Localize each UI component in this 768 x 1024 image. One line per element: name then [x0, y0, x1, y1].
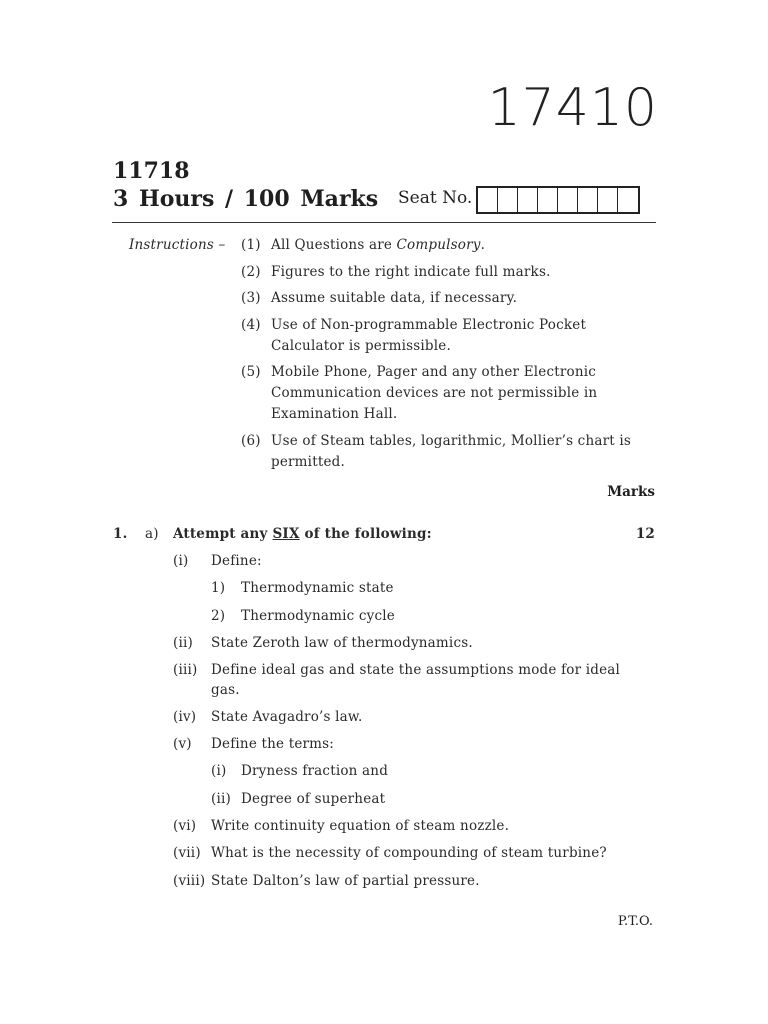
duration-marks: 3 Hours / 100 Marks: [113, 186, 379, 212]
subject-code: 11718: [113, 158, 190, 184]
sub-question-text: Define:: [211, 553, 262, 569]
part-title: [173, 526, 432, 542]
seat-digit-box[interactable]: [558, 188, 578, 212]
instruction-4-line-1: Use of Non-programmable Electronic Pocket: [271, 317, 587, 333]
seat-digit-box[interactable]: [518, 188, 538, 212]
instruction-5-line-2: Communication devices are not permissible in: [271, 385, 598, 401]
instruction-suffix: .: [480, 237, 486, 253]
sub-question-text: What is the necessity of compounding of steam turbine?: [211, 845, 607, 861]
seat-number-label: Seat No.: [398, 188, 473, 208]
sub-question-number: (v): [173, 736, 192, 752]
sub-question-text: State Dalton’s law of partial pressure.: [211, 873, 480, 889]
page-turn-over-note: P.T.O.: [617, 914, 653, 929]
instruction-6-line-1: Use of Steam tables, logarithmic, Mollier’s chart is: [271, 433, 632, 449]
paper-code: 17410: [487, 78, 658, 138]
sub-question-number: (vii): [173, 845, 201, 861]
instruction-number: (5): [241, 364, 261, 380]
sub-item-number: 1): [211, 580, 226, 596]
question-number: 1.: [113, 526, 128, 542]
sub-item-text: Thermodynamic state: [241, 580, 394, 596]
header-divider: [112, 222, 656, 223]
sub-question-text-cont: gas.: [211, 682, 240, 698]
sub-question-text: Write continuity equation of steam nozzle.: [211, 818, 510, 834]
part-label: a): [145, 526, 159, 542]
seat-digit-box[interactable]: [478, 188, 498, 212]
sub-question-text: State Zeroth law of thermodynamics.: [211, 635, 473, 651]
part-title-prefix: Attempt any: [173, 526, 268, 542]
seat-digit-box[interactable]: [578, 188, 598, 212]
sub-question-number: (vi): [173, 818, 197, 834]
sub-item-number: 2): [211, 608, 226, 624]
instruction-number: (2): [241, 264, 261, 280]
instruction-1: [271, 237, 485, 253]
sub-question-number: (viii): [173, 873, 206, 889]
marks-column-heading: Marks: [607, 484, 655, 500]
instruction-4-line-2: Calculator is permissible.: [271, 338, 451, 354]
sub-question-number: (ii): [173, 635, 193, 651]
sub-question-number: (i): [173, 553, 189, 569]
sub-question-number: (iv): [173, 709, 197, 725]
instruction-number: (3): [241, 290, 261, 306]
seat-digit-box[interactable]: [538, 188, 558, 212]
seat-digit-box[interactable]: [618, 188, 638, 212]
seat-number-boxes[interactable]: [476, 186, 640, 214]
sub-question-text: Define ideal gas and state the assumptions mode for ideal: [211, 662, 621, 678]
sub-item-text: Dryness fraction and: [241, 763, 389, 779]
seat-digit-box[interactable]: [498, 188, 518, 212]
instruction-text: All Questions are: [271, 237, 393, 253]
part-marks: 12: [635, 526, 655, 542]
sub-question-text: State Avagadro’s law.: [211, 709, 363, 725]
instruction-3: Assume suitable data, if necessary.: [271, 290, 518, 306]
sub-item-number: (ii): [211, 791, 231, 807]
instruction-number: (6): [241, 433, 261, 449]
instruction-number: (1): [241, 237, 261, 253]
instruction-emphasis: Compulsory: [396, 237, 481, 253]
instruction-5-line-1: Mobile Phone, Pager and any other Electronic: [271, 364, 597, 380]
part-title-emphasis: SIX: [272, 526, 300, 542]
sub-question-number: (iii): [173, 662, 198, 678]
instruction-number: (4): [241, 317, 261, 333]
seat-digit-box[interactable]: [598, 188, 618, 212]
sub-item-text: Degree of superheat: [241, 791, 386, 807]
instructions-label: Instructions –: [129, 237, 226, 253]
instruction-6-line-2: permitted.: [271, 454, 345, 470]
instruction-5-line-3: Examination Hall.: [271, 406, 398, 422]
instruction-2: Figures to the right indicate full marks.: [271, 264, 551, 280]
sub-item-number: (i): [211, 763, 227, 779]
sub-question-text: Define the terms:: [211, 736, 335, 752]
part-title-suffix: of the following:: [304, 526, 432, 542]
sub-item-text: Thermodynamic cycle: [241, 608, 395, 624]
